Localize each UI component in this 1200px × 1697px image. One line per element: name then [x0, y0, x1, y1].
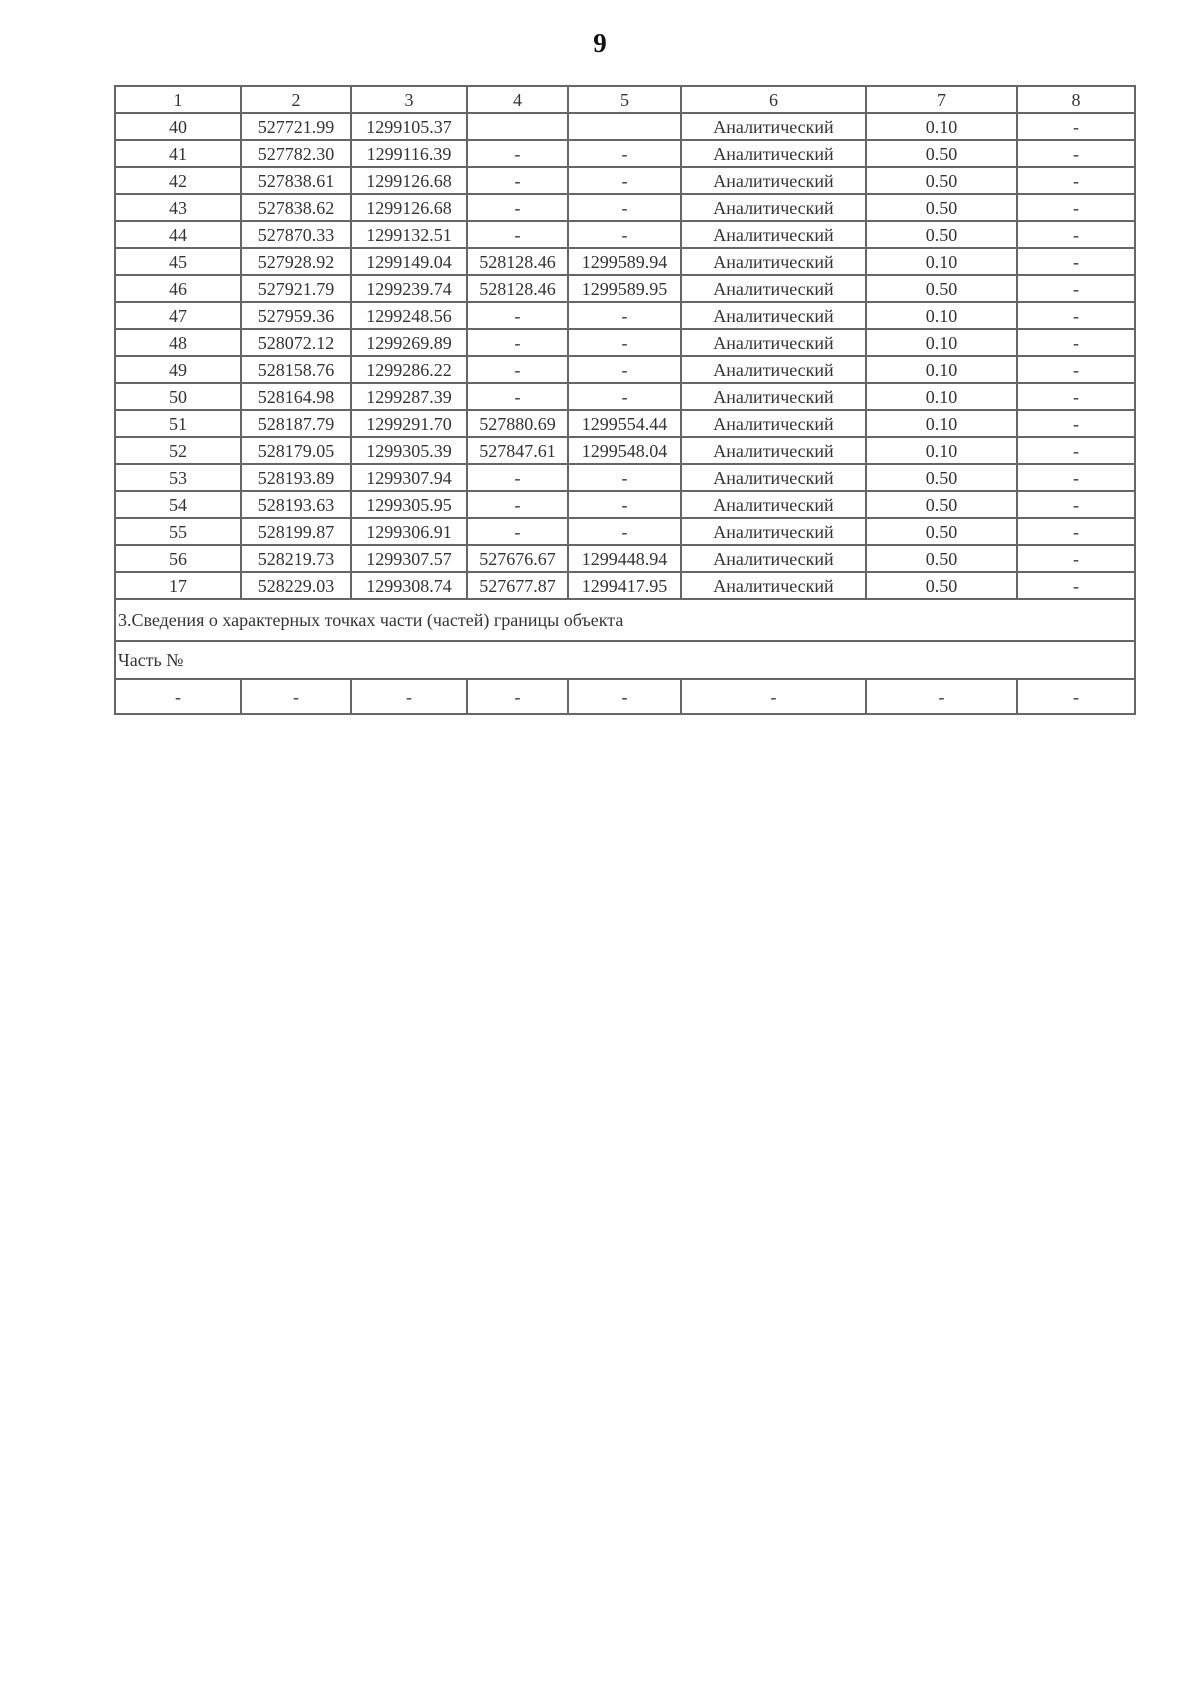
table-cell: Аналитический — [681, 518, 866, 545]
table-cell: 0.50 — [866, 194, 1017, 221]
table-cell: 527880.69 — [467, 410, 568, 437]
table-cell: Аналитический — [681, 383, 866, 410]
table-cell: - — [1017, 518, 1135, 545]
table-body — [115, 86, 1135, 714]
table-cell: 528187.79 — [241, 410, 351, 437]
table-cell: 0.10 — [866, 113, 1017, 140]
table-row — [115, 248, 1135, 275]
table-cell: 0.50 — [866, 464, 1017, 491]
table-cell: Аналитический — [681, 167, 866, 194]
table-cell: 1299307.57 — [351, 545, 467, 572]
table-cell: 1299291.70 — [351, 410, 467, 437]
table-cell: 47 — [115, 302, 241, 329]
table-cell: 528072.12 — [241, 329, 351, 356]
table-cell: - — [467, 194, 568, 221]
table-cell: - — [568, 167, 681, 194]
table-row — [115, 518, 1135, 545]
table-row — [115, 383, 1135, 410]
table-cell: 43 — [115, 194, 241, 221]
table-cell: - — [568, 329, 681, 356]
table-cell: - — [1017, 383, 1135, 410]
column-header: 8 — [1017, 86, 1135, 113]
column-header: 2 — [241, 86, 351, 113]
column-header: 6 — [681, 86, 866, 113]
table-cell: 1299548.04 — [568, 437, 681, 464]
part-label: Часть № — [115, 641, 1135, 679]
table-row — [115, 221, 1135, 248]
table-cell: 528128.46 — [467, 275, 568, 302]
table-row — [115, 356, 1135, 383]
table-cell: - — [681, 679, 866, 714]
table-cell: 0.50 — [866, 572, 1017, 599]
table-cell: 51 — [115, 410, 241, 437]
table-cell: - — [1017, 113, 1135, 140]
table-cell: 1299417.95 — [568, 572, 681, 599]
table-cell: 528128.46 — [467, 248, 568, 275]
table-cell: 1299307.94 — [351, 464, 467, 491]
table-cell: - — [1017, 140, 1135, 167]
table-cell: Аналитический — [681, 329, 866, 356]
table-header-row — [115, 86, 1135, 113]
table-cell: 0.10 — [866, 410, 1017, 437]
table-cell: Аналитический — [681, 194, 866, 221]
table-row — [115, 545, 1135, 572]
table-cell: - — [467, 221, 568, 248]
table-cell: 1299248.56 — [351, 302, 467, 329]
table-cell: - — [568, 383, 681, 410]
table-cell: Аналитический — [681, 248, 866, 275]
table-row — [115, 410, 1135, 437]
table-cell: 0.10 — [866, 302, 1017, 329]
table-cell: - — [467, 464, 568, 491]
table-cell: 1299305.95 — [351, 491, 467, 518]
table-row — [115, 491, 1135, 518]
table-cell: Аналитический — [681, 356, 866, 383]
section-title-row — [115, 599, 1135, 641]
table-cell: - — [568, 140, 681, 167]
page-number: 9 — [593, 28, 607, 58]
table-cell: 527928.92 — [241, 248, 351, 275]
table-cell: - — [866, 679, 1017, 714]
table-cell: 52 — [115, 437, 241, 464]
table-cell: 0.10 — [866, 248, 1017, 275]
table-cell: 527838.61 — [241, 167, 351, 194]
table-cell: 53 — [115, 464, 241, 491]
table-cell: 1299105.37 — [351, 113, 467, 140]
table-cell: - — [1017, 167, 1135, 194]
table-row — [115, 167, 1135, 194]
table-cell: 0.10 — [866, 329, 1017, 356]
table-cell: 527721.99 — [241, 113, 351, 140]
table-row — [115, 572, 1135, 599]
table-cell: 0.50 — [866, 545, 1017, 572]
table-cell: 0.10 — [866, 383, 1017, 410]
table-cell — [467, 113, 568, 140]
table-cell: - — [568, 356, 681, 383]
table-cell: 527870.33 — [241, 221, 351, 248]
table-cell: 0.50 — [866, 221, 1017, 248]
table-cell: 48 — [115, 329, 241, 356]
table-cell: - — [1017, 679, 1135, 714]
table-cell: Аналитический — [681, 437, 866, 464]
table-cell: Аналитический — [681, 302, 866, 329]
table-cell: - — [351, 679, 467, 714]
table-row — [115, 113, 1135, 140]
table-cell: 1299239.74 — [351, 275, 467, 302]
table-cell: Аналитический — [681, 572, 866, 599]
table-cell: 1299116.39 — [351, 140, 467, 167]
table-cell: - — [467, 383, 568, 410]
table-cell: 0.10 — [866, 437, 1017, 464]
table-cell: 528179.05 — [241, 437, 351, 464]
table-cell: 49 — [115, 356, 241, 383]
table-cell: Аналитический — [681, 113, 866, 140]
table-cell: - — [467, 491, 568, 518]
table-cell: - — [568, 194, 681, 221]
table-row — [115, 437, 1135, 464]
table-cell: - — [1017, 275, 1135, 302]
table-cell: 44 — [115, 221, 241, 248]
table-row — [115, 329, 1135, 356]
table-cell: - — [467, 518, 568, 545]
table-cell: 1299287.39 — [351, 383, 467, 410]
table-cell: Аналитический — [681, 545, 866, 572]
table-cell: 528158.76 — [241, 356, 351, 383]
table-cell: 42 — [115, 167, 241, 194]
table-cell: 527847.61 — [467, 437, 568, 464]
table-cell: 1299554.44 — [568, 410, 681, 437]
table-cell: 528229.03 — [241, 572, 351, 599]
table-cell: - — [568, 302, 681, 329]
section-title: 3.Сведения о характерных точках части (частей) границы объекта — [115, 599, 1135, 641]
table-cell: - — [1017, 194, 1135, 221]
table-cell: - — [1017, 545, 1135, 572]
table-cell: Аналитический — [681, 410, 866, 437]
table-row — [115, 275, 1135, 302]
table-cell: - — [568, 221, 681, 248]
table-cell: Аналитический — [681, 491, 866, 518]
table-cell: 1299126.68 — [351, 194, 467, 221]
table-cell: 40 — [115, 113, 241, 140]
table-cell: - — [467, 302, 568, 329]
table-cell: - — [1017, 221, 1135, 248]
table-cell: 0.50 — [866, 518, 1017, 545]
table-cell: 1299126.68 — [351, 167, 467, 194]
table-cell: - — [1017, 410, 1135, 437]
table-cell: 1299149.04 — [351, 248, 467, 275]
table-cell: Аналитический — [681, 275, 866, 302]
table-cell: 528193.89 — [241, 464, 351, 491]
table-cell: 17 — [115, 572, 241, 599]
table-cell: - — [1017, 491, 1135, 518]
table-cell — [568, 113, 681, 140]
table-cell: 1299132.51 — [351, 221, 467, 248]
table-cell: 527838.62 — [241, 194, 351, 221]
table-row — [115, 194, 1135, 221]
table-cell: 528199.87 — [241, 518, 351, 545]
table-cell: - — [568, 679, 681, 714]
table-row — [115, 302, 1135, 329]
table-cell: 1299269.89 — [351, 329, 467, 356]
table-cell: - — [115, 679, 241, 714]
table-cell: 46 — [115, 275, 241, 302]
table-cell: - — [1017, 302, 1135, 329]
table-cell: 1299448.94 — [568, 545, 681, 572]
coordinates-table — [114, 85, 1136, 715]
table-cell: 0.50 — [866, 275, 1017, 302]
table-cell: Аналитический — [681, 140, 866, 167]
table-cell: - — [1017, 248, 1135, 275]
table-row — [115, 464, 1135, 491]
table-cell: 0.10 — [866, 356, 1017, 383]
table-cell: 0.50 — [866, 140, 1017, 167]
table-cell: 1299306.91 — [351, 518, 467, 545]
table-cell: 528219.73 — [241, 545, 351, 572]
table-cell: 528193.63 — [241, 491, 351, 518]
table-cell: - — [467, 167, 568, 194]
table-cell: - — [241, 679, 351, 714]
table-cell: - — [568, 491, 681, 518]
table-cell: Аналитический — [681, 221, 866, 248]
table-cell: - — [1017, 572, 1135, 599]
table-cell: - — [1017, 464, 1135, 491]
column-header: 7 — [866, 86, 1017, 113]
table-cell: 1299286.22 — [351, 356, 467, 383]
table-cell: 527676.67 — [467, 545, 568, 572]
empty-part-row — [115, 679, 1135, 714]
table-cell: 45 — [115, 248, 241, 275]
table-cell: 56 — [115, 545, 241, 572]
column-header: 4 — [467, 86, 568, 113]
table-cell: Аналитический — [681, 464, 866, 491]
table-cell: 527921.79 — [241, 275, 351, 302]
table-cell: - — [568, 518, 681, 545]
table-cell: - — [467, 140, 568, 167]
table-cell: 1299589.94 — [568, 248, 681, 275]
table-cell: 528164.98 — [241, 383, 351, 410]
table-cell: 1299308.74 — [351, 572, 467, 599]
table-cell: 0.50 — [866, 491, 1017, 518]
table-cell: 1299589.95 — [568, 275, 681, 302]
table-cell: 50 — [115, 383, 241, 410]
table-cell: - — [467, 356, 568, 383]
table-cell: - — [1017, 356, 1135, 383]
table-cell: - — [1017, 329, 1135, 356]
column-header: 1 — [115, 86, 241, 113]
table-cell: - — [467, 679, 568, 714]
table-cell: 55 — [115, 518, 241, 545]
column-header: 3 — [351, 86, 467, 113]
table-cell: - — [568, 464, 681, 491]
table-cell: - — [467, 329, 568, 356]
table-cell: 0.50 — [866, 167, 1017, 194]
part-label-row — [115, 641, 1135, 679]
table-cell: 527782.30 — [241, 140, 351, 167]
table-cell: 54 — [115, 491, 241, 518]
table-cell: 1299305.39 — [351, 437, 467, 464]
column-header: 5 — [568, 86, 681, 113]
table-cell: 41 — [115, 140, 241, 167]
table-cell: 527959.36 — [241, 302, 351, 329]
table-cell: - — [1017, 437, 1135, 464]
table-cell: 527677.87 — [467, 572, 568, 599]
table-row — [115, 140, 1135, 167]
